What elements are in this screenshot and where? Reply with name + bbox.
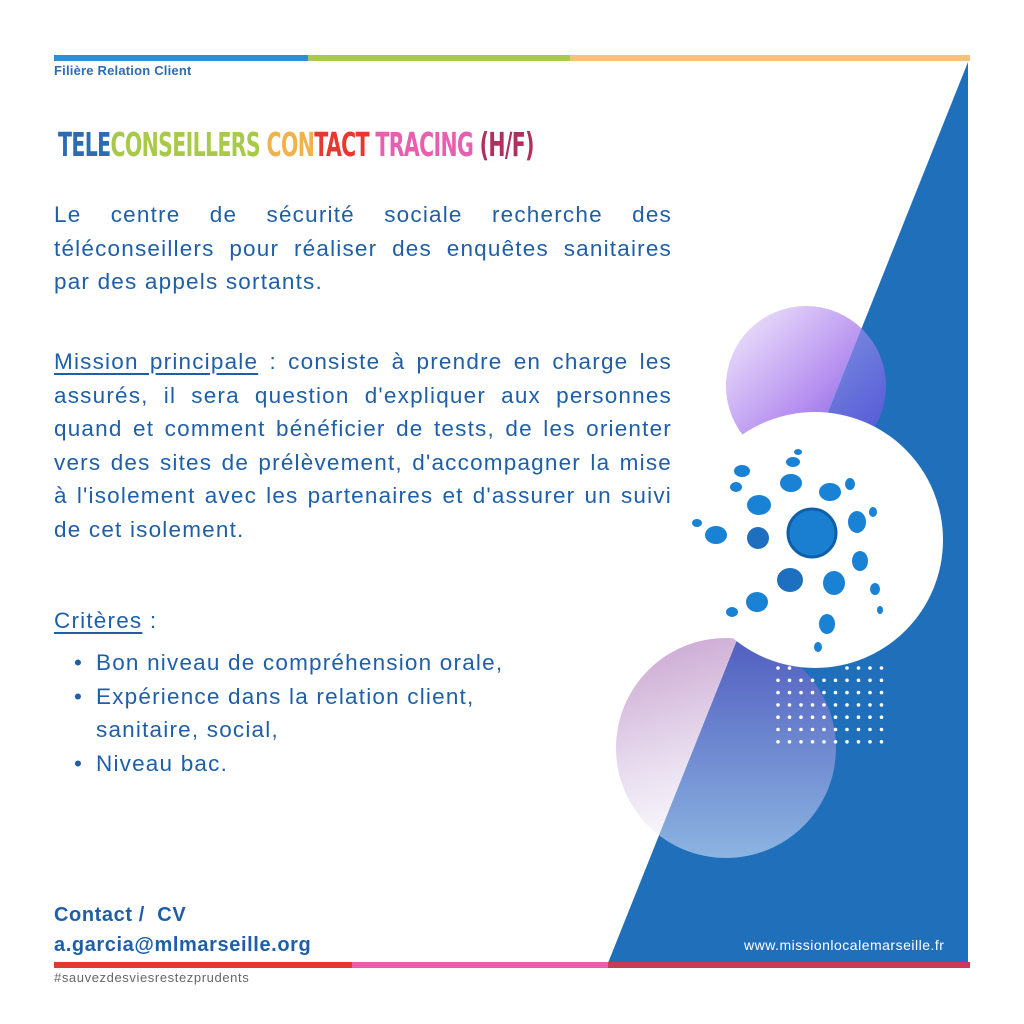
grid-dot [880, 728, 884, 732]
criteria-suffix: : [142, 608, 158, 633]
grid-dot [880, 679, 884, 683]
grid-dot [799, 740, 803, 744]
mission-paragraph [54, 345, 680, 546]
grid-dot [834, 728, 838, 732]
grid-dot [845, 703, 849, 707]
grid-dot [776, 679, 780, 683]
grid-dot [822, 691, 826, 695]
grid-dot [868, 740, 872, 744]
grid-dot [811, 740, 815, 744]
grid-dot [880, 666, 884, 670]
grid-dot [857, 666, 861, 670]
grid-dot [857, 740, 861, 744]
grid-dot [776, 691, 780, 695]
intro-paragraph: Le centre de sécurité sociale recherche des téléconseillers pour réaliser des enquêtes sanitaires par des appels sortants. [54, 202, 672, 294]
grid-dot [868, 679, 872, 683]
grid-dot [868, 691, 872, 695]
grid-dot [799, 691, 803, 695]
mission-text: : consiste à prendre en charge les assurés, il sera question d'expliquer aux personnes quand et comment bénéficier de tests, de les orienter vers des sites de prélèvement, d'accompagner la mise à l'isolement avec les partenaires et d'assurer un suivi de cet isolement. [54, 349, 680, 542]
grid-dot [822, 715, 826, 719]
grid-dot [776, 715, 780, 719]
grid-dot [776, 666, 780, 670]
list-item: • Expérience dans la relation client, sanitaire, social, [72, 680, 592, 747]
bottom-bar-crimson [608, 962, 970, 968]
grid-dot [834, 691, 838, 695]
bottom-bar-red [54, 962, 352, 968]
list-item: • Niveau bac. [72, 747, 592, 781]
grid-dot [868, 703, 872, 707]
title-part: TELE [58, 125, 111, 164]
website-link[interactable]: www.missionlocalemarseille.fr [744, 937, 945, 953]
list-item: • Bon niveau de compréhension orale, [72, 646, 592, 680]
grid-dot [845, 666, 849, 670]
grid-dot [834, 740, 838, 744]
grid-dot [880, 691, 884, 695]
title-part: (H/F) [479, 125, 534, 164]
grid-dot [811, 715, 815, 719]
grid-dot [776, 728, 780, 732]
grid-dot [822, 740, 826, 744]
grid-dot [845, 679, 849, 683]
grid-dot [799, 679, 803, 683]
grid-dot [880, 740, 884, 744]
grid-dot [776, 703, 780, 707]
bottom-bar-pink [352, 962, 608, 968]
grid-dot [822, 679, 826, 683]
grid-dot [834, 679, 838, 683]
grid-dot [857, 715, 861, 719]
category-label: Filière Relation Client [54, 63, 192, 78]
grid-dot [868, 666, 872, 670]
title-part: TACT [314, 125, 376, 164]
grid-dot [834, 703, 838, 707]
page-title [58, 120, 534, 164]
grid-dot [845, 740, 849, 744]
grid-dot [834, 715, 838, 719]
contact-heading: Contact / CV [54, 904, 187, 926]
criteria-heading [54, 604, 157, 638]
grid-dot [788, 691, 792, 695]
grid-dot [799, 728, 803, 732]
grid-dot [799, 715, 803, 719]
grid-dot [788, 703, 792, 707]
grid-dot [857, 728, 861, 732]
grid-dot [811, 728, 815, 732]
mission-label: Mission principale [54, 349, 259, 374]
grid-dot [857, 703, 861, 707]
title-part: CONSEILLERS [110, 125, 267, 164]
criteria-label: Critères [54, 608, 143, 633]
grid-dot [845, 691, 849, 695]
grid-dot [822, 728, 826, 732]
title-part: CON [266, 125, 315, 164]
grid-dot [776, 740, 780, 744]
grid-dot [811, 679, 815, 683]
grid-dot [845, 715, 849, 719]
grid-dot [822, 703, 826, 707]
grid-dot [845, 728, 849, 732]
grid-dot [811, 691, 815, 695]
grid-dot [788, 666, 792, 670]
grid-dot [868, 728, 872, 732]
contact-email[interactable]: a.garcia@mlmarseille.org [54, 934, 312, 956]
grid-dot [788, 715, 792, 719]
contact-block [54, 900, 311, 960]
grid-dot [788, 740, 792, 744]
grid-dot [799, 703, 803, 707]
grid-dot [868, 715, 872, 719]
grid-dot [811, 703, 815, 707]
grid-dot [788, 679, 792, 683]
criteria-list [72, 646, 592, 780]
grid-dot [857, 679, 861, 683]
hashtag: #sauvezdesviesrestezprudents [54, 970, 250, 985]
grid-dot [857, 691, 861, 695]
grid-dot [788, 728, 792, 732]
title-part: TRACING [375, 125, 480, 164]
grid-dot [880, 715, 884, 719]
grid-dot [880, 703, 884, 707]
